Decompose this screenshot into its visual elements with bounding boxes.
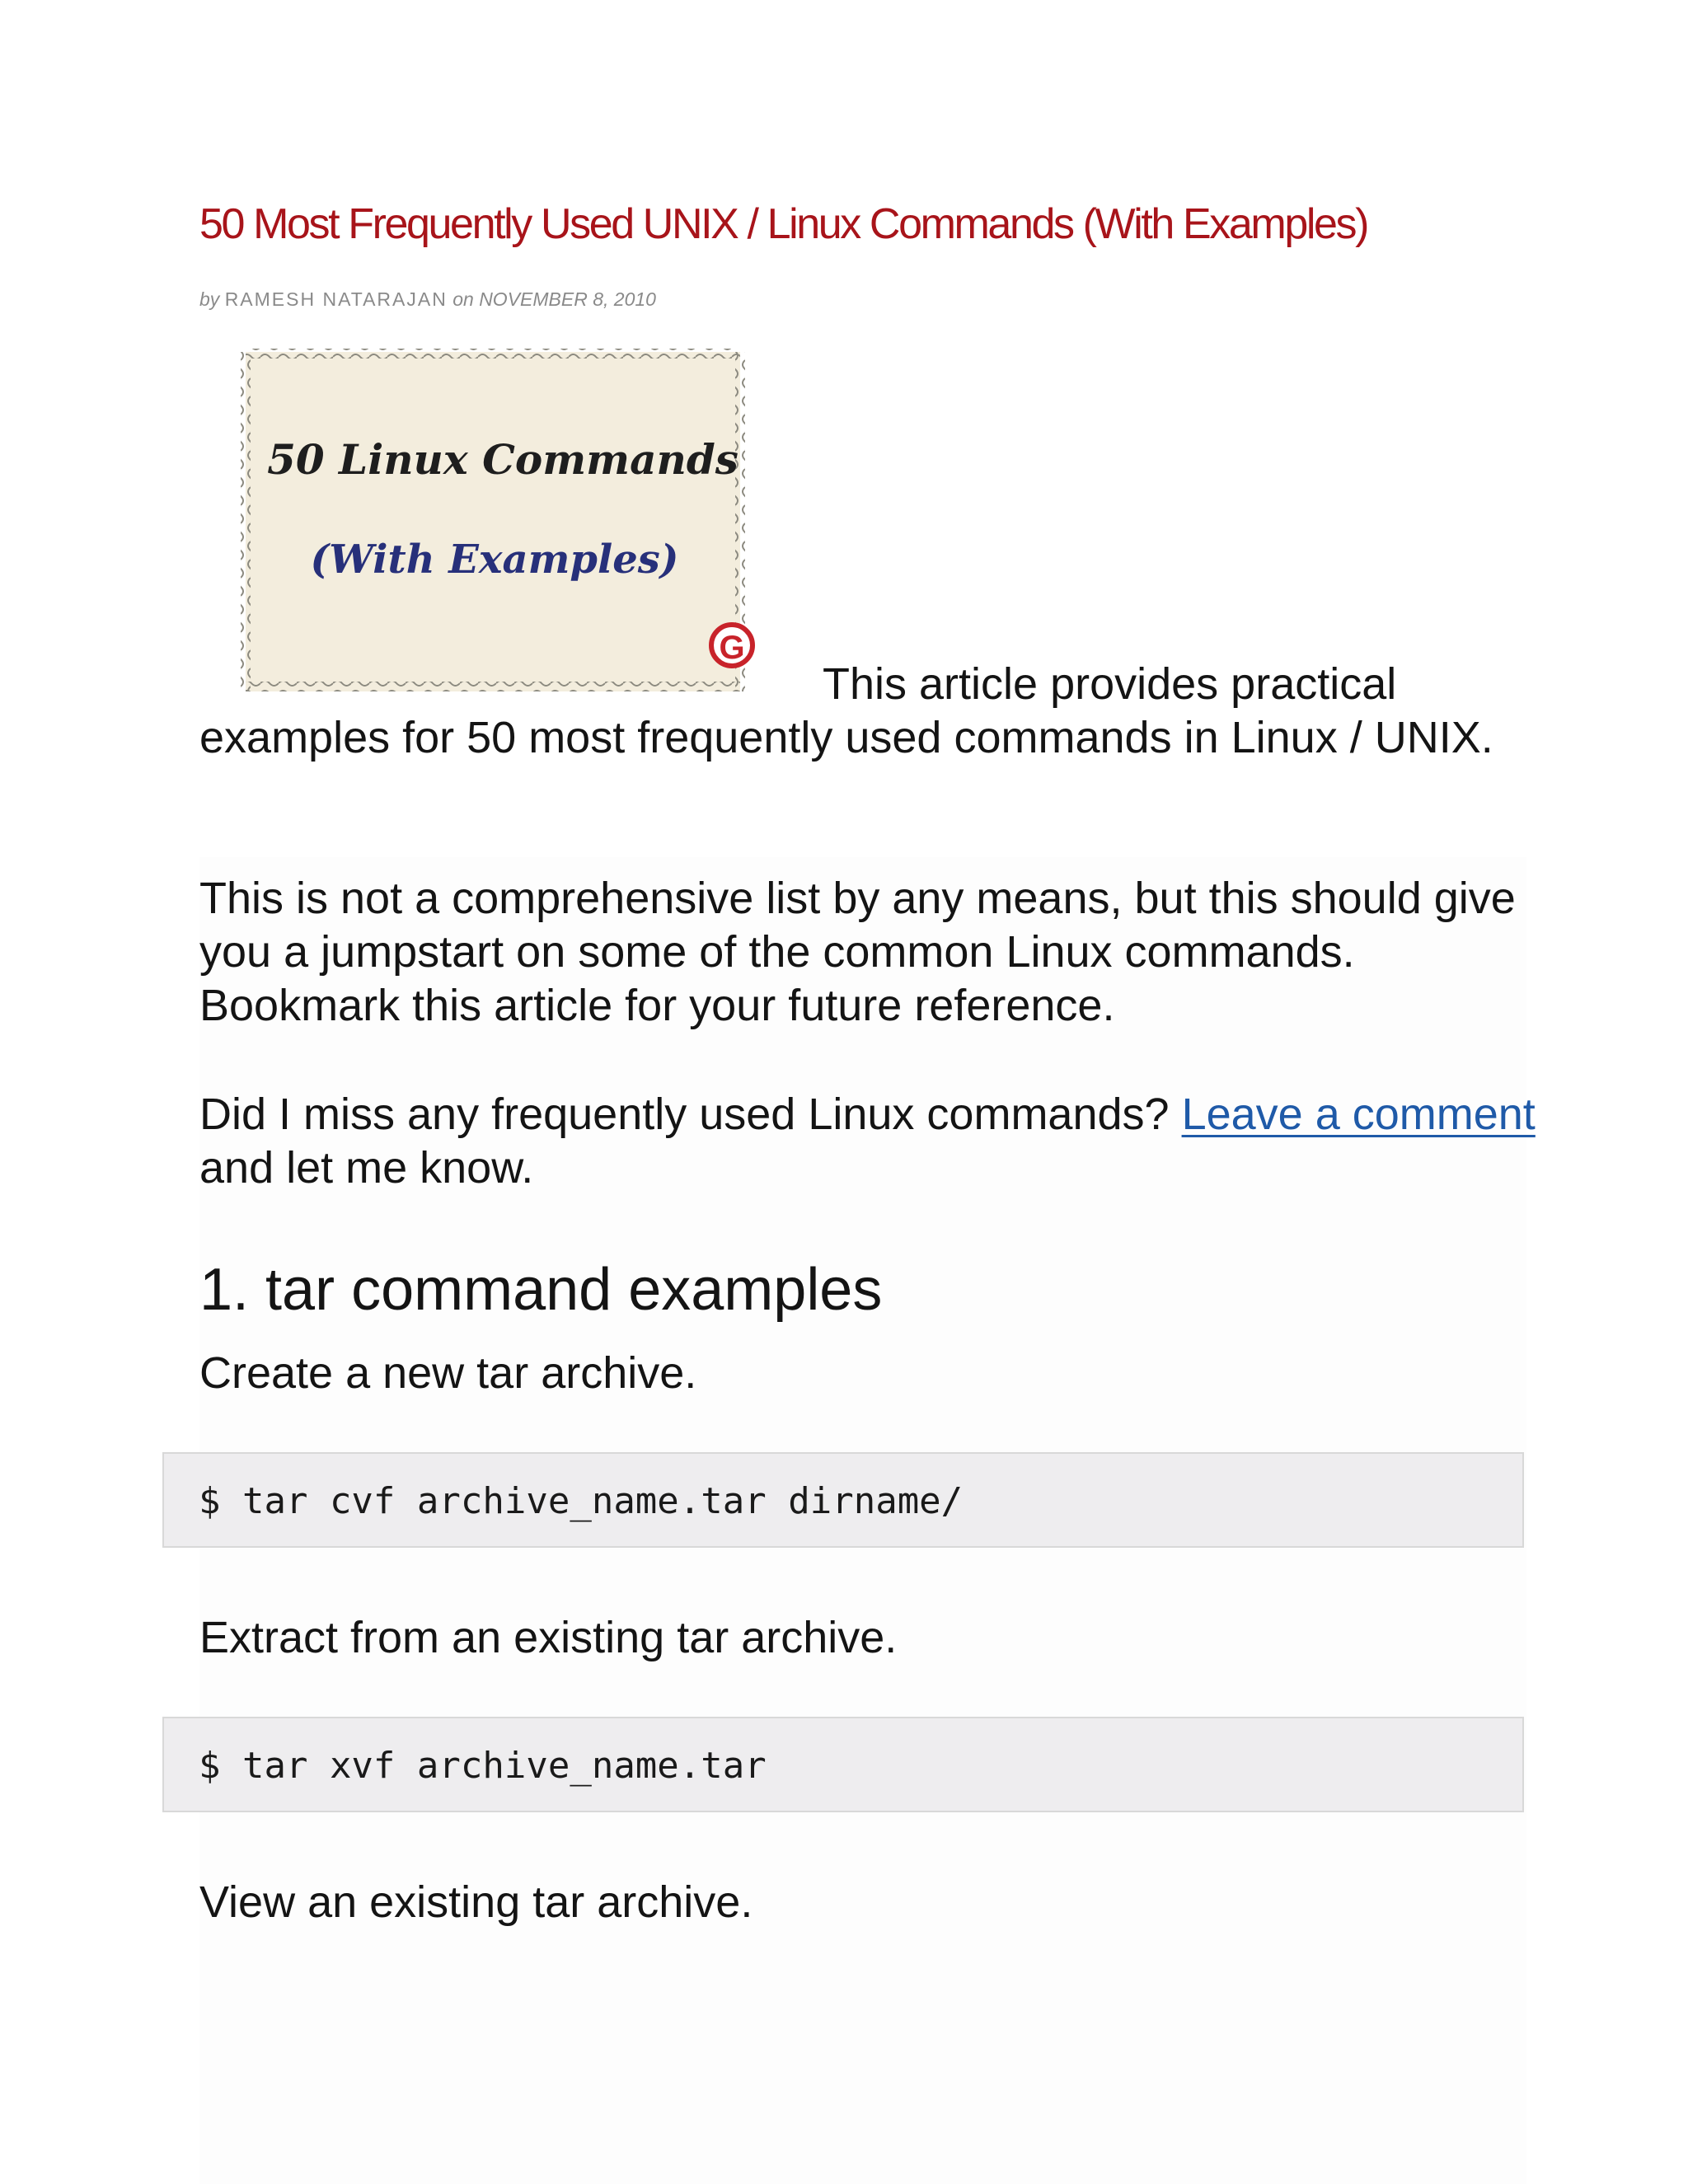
stamp-line2: (With Examples) <box>310 537 679 583</box>
linux-commands-stamp-image <box>206 342 820 702</box>
article-title[interactable]: 50 Most Frequently Used UNIX / Linux Commands (With Examples) <box>199 200 1368 248</box>
code-block <box>162 1717 1524 1812</box>
stamp-logo-icon <box>711 625 753 666</box>
section-heading: 1. tar command examples <box>199 1257 883 1323</box>
feedback-paragraph <box>199 1088 1551 1195</box>
intro-first-line: This article provides practical <box>823 659 1397 709</box>
code-text[interactable]: $ tar xvf archive_name.tar <box>199 1745 767 1787</box>
leave-comment-link[interactable]: Leave a comment <box>1181 1090 1536 1139</box>
scope-paragraph: This is not a comprehensive list by any means, but this should give you a jumpstart on some of the common Linux commands. Bookmark this article for your future reference. <box>199 874 1516 1030</box>
byline-on: on <box>452 288 474 310</box>
code-block <box>162 1452 1524 1548</box>
stamp-line1: 50 Linux Commands <box>267 435 738 484</box>
byline-author[interactable]: RAMESH NATARAJAN <box>224 288 448 310</box>
example-description: Create a new tar archive. <box>199 1348 697 1398</box>
feedback-text-end: and let me know. <box>199 1143 534 1193</box>
example-description: Extract from an existing tar archive. <box>199 1613 898 1662</box>
example-description: View an existing tar archive. <box>199 1877 753 1927</box>
stamp-logo-letter: G <box>719 630 745 666</box>
byline-by: by <box>199 288 220 310</box>
code-text[interactable]: $ tar cvf archive_name.tar dirname/ <box>199 1480 964 1522</box>
intro-paragraph: examples for 50 most frequently used commands in Linux / UNIX. <box>199 713 1493 762</box>
byline-date: NOVEMBER 8, 2010 <box>479 288 656 310</box>
article-byline <box>199 287 656 312</box>
feedback-text: Did I miss any frequently used Linux commands? <box>199 1090 1182 1139</box>
